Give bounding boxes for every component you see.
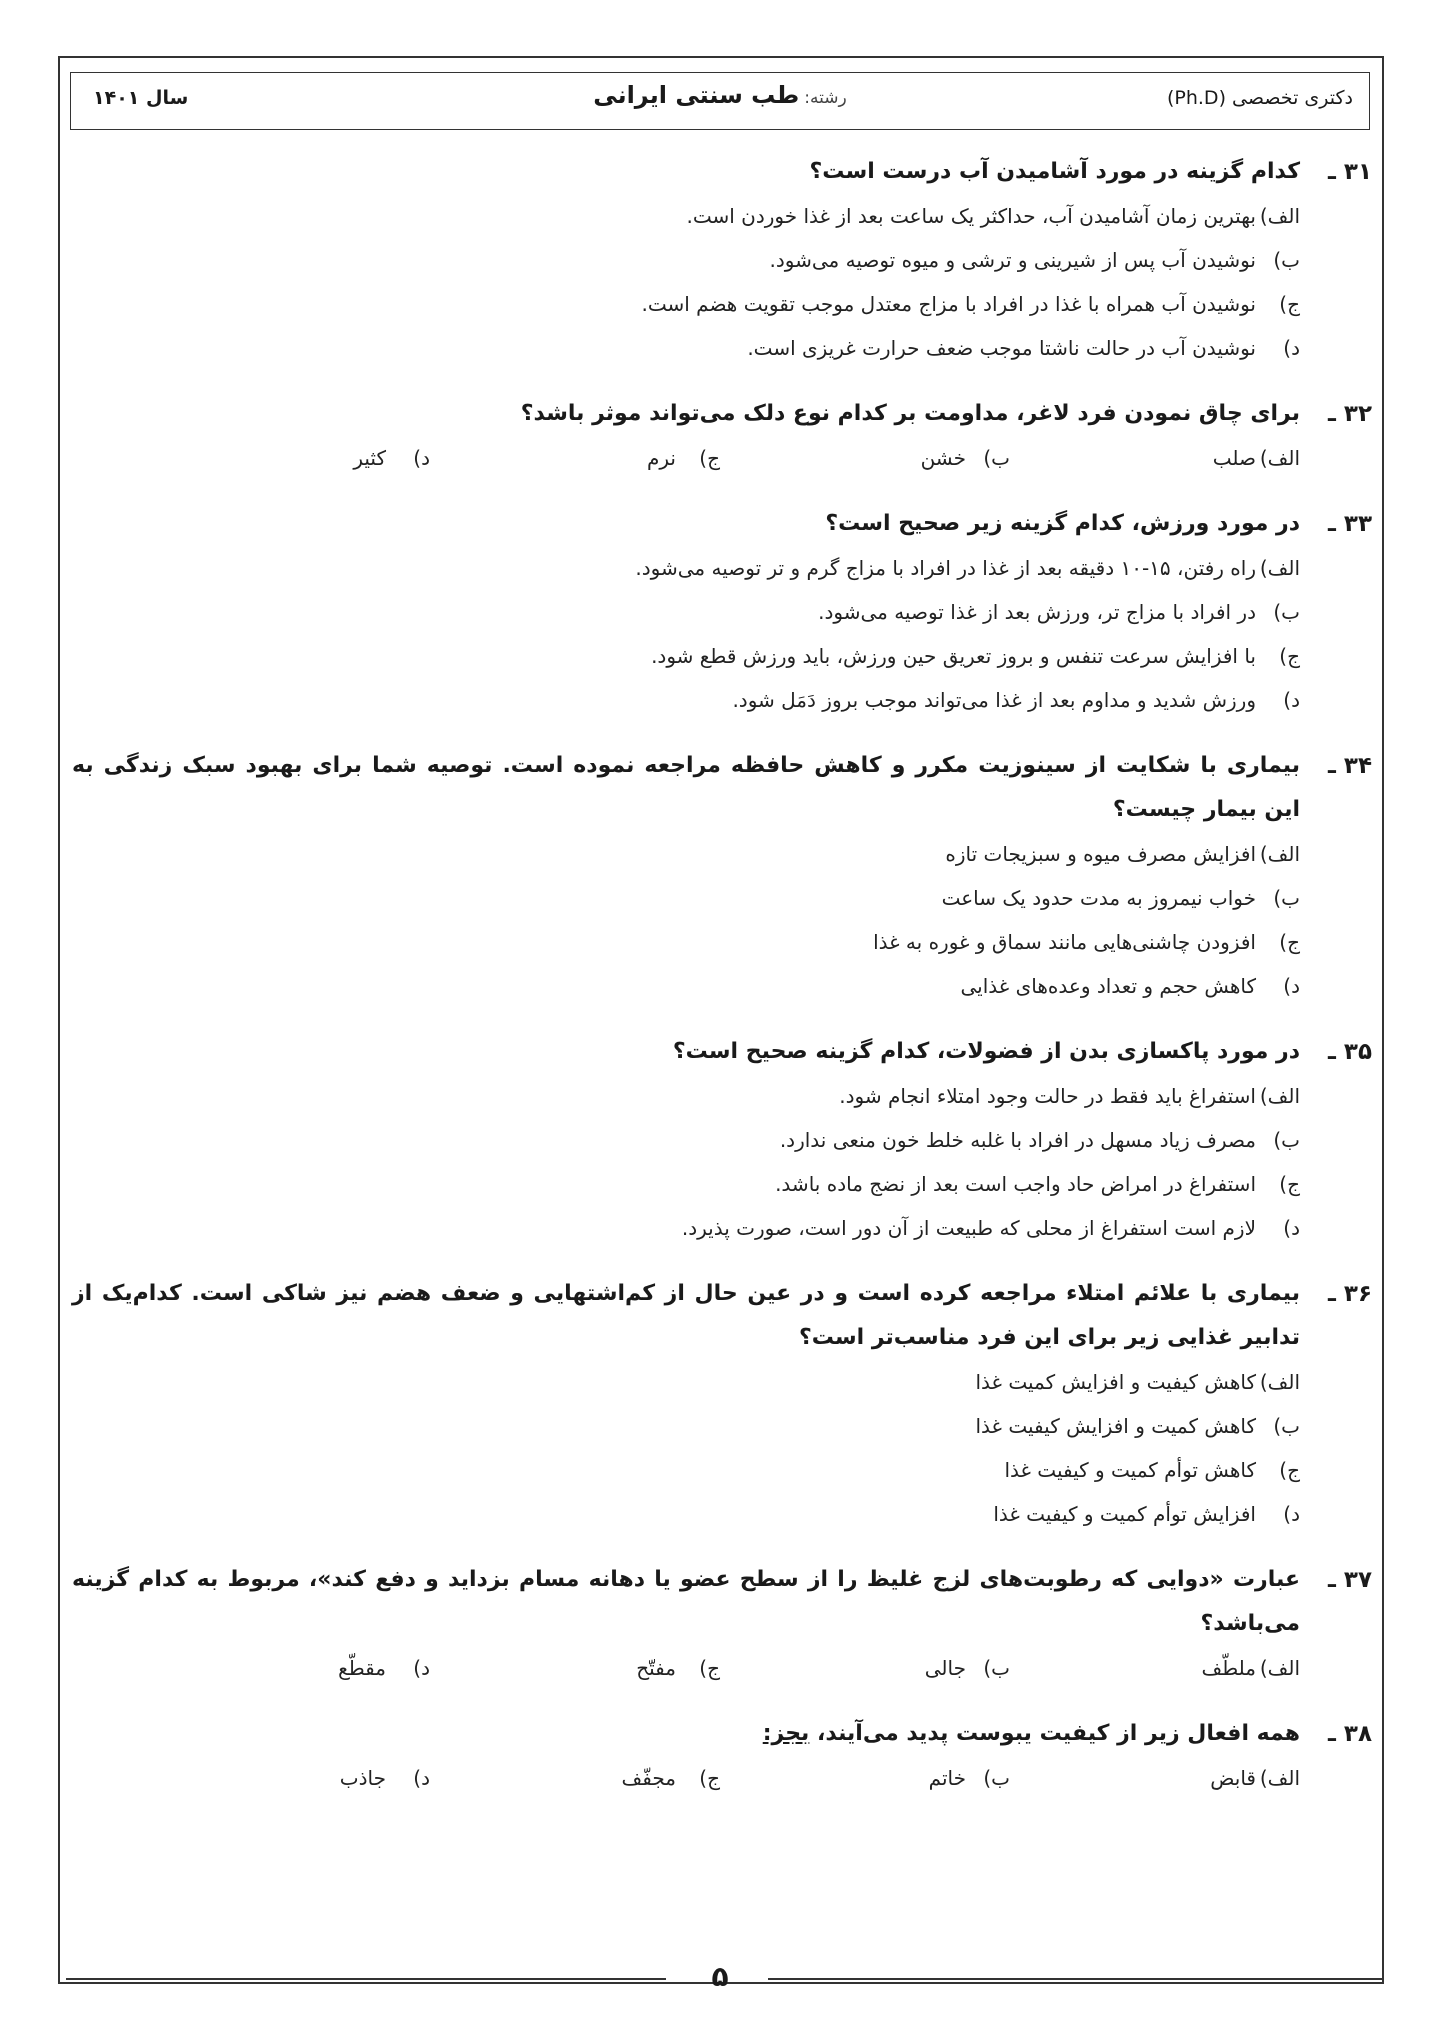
options-list xyxy=(72,832,1372,1008)
option-label: الف) xyxy=(1259,1656,1300,1680)
field-name: طب سنتی ایرانی xyxy=(593,81,800,109)
option-label: ب) xyxy=(1273,1128,1300,1152)
option-text: ورزش شدید و مداوم بعد از غذا می‌تواند موجب بروز دَمَل شود. xyxy=(732,688,1256,712)
option-label: د) xyxy=(413,1766,430,1790)
option-text: افزایش توأم کمیت و کیفیت غذا xyxy=(993,1502,1256,1526)
field-label: رشته: xyxy=(804,88,847,108)
question-number: ۳۸ ـ xyxy=(1328,1721,1372,1747)
option[interactable] xyxy=(72,1074,1300,1118)
option-text: نرم xyxy=(647,446,676,470)
option-text: مقطّع xyxy=(338,1656,386,1680)
option[interactable] xyxy=(72,546,1300,590)
option-label: د) xyxy=(1283,974,1300,998)
option-label: ب) xyxy=(1273,886,1300,910)
option-text: مصرف زیاد مسهل در افراد با غلبه خلط خون منعی ندارد. xyxy=(779,1128,1256,1152)
options-list xyxy=(72,1756,1372,1800)
option-text: لازم است استفراغ از محلی که طبیعت از آن دور است، صورت پذیرد. xyxy=(681,1216,1256,1240)
option-text: کاهش توأم کمیت و کیفیت غذا xyxy=(1004,1458,1256,1482)
option-text: نوشیدن آب همراه با غذا در افراد با مزاج معتدل موجب تقویت هضم است. xyxy=(641,292,1256,316)
option[interactable] xyxy=(720,436,1010,480)
field-title xyxy=(71,81,1369,109)
option[interactable] xyxy=(140,1756,430,1800)
option[interactable] xyxy=(720,1756,1010,1800)
question-number: ۳۱ ـ xyxy=(1328,159,1372,185)
option[interactable] xyxy=(72,634,1300,678)
option-text: استفراغ در امراض حاد واجب است بعد از نضج ماده باشد. xyxy=(775,1172,1256,1196)
question-text: بیماری با شکایت از سینوزیت مکرر و کاهش حافظه مراجعه نموده است. توصیه شما برای بهبود سبک زندگی به این بیمار چیست؟ xyxy=(72,753,1300,822)
option-label: ب) xyxy=(1273,248,1300,272)
option-text: استفراغ باید فقط در حالت وجود امتلاء انجام شود. xyxy=(839,1084,1256,1108)
question-text: همه افعال زیر از کیفیت یبوست پدید می‌آیند، xyxy=(817,1721,1300,1746)
footer-divider-left xyxy=(66,1978,666,1980)
option-label: د) xyxy=(1283,688,1300,712)
option-text: نوشیدن آب پس از شیرینی و ترشی و میوه توصیه می‌شود. xyxy=(769,248,1256,272)
option[interactable] xyxy=(72,678,1300,722)
footer-divider-right xyxy=(768,1978,1384,1980)
option-label: ج) xyxy=(1279,1458,1300,1482)
options-list xyxy=(72,546,1372,722)
option[interactable] xyxy=(72,920,1300,964)
option-text: مفتّح xyxy=(636,1656,676,1680)
question-stem xyxy=(72,150,1372,194)
question-text: عبارت «دوایی که رطوبت‌های لزج غلیظ را از سطح عضو یا دهانه مسام بزداید و دفع کند»، مربوط به کدام گزینه می‌باشد؟ xyxy=(72,1567,1300,1636)
option-text: قابض xyxy=(1210,1766,1256,1790)
option-label: الف) xyxy=(1259,1766,1300,1790)
option[interactable] xyxy=(720,1646,1010,1690)
question-text: برای چاق نمودن فرد لاغر، مداومت بر کدام نوع دلک می‌تواند موثر باشد؟ xyxy=(520,401,1300,426)
question-32 xyxy=(72,392,1372,480)
option[interactable] xyxy=(430,1646,720,1690)
option-text: در افراد با مزاج تر، ورزش بعد از غذا توصیه می‌شود. xyxy=(818,600,1256,624)
question-text: در مورد پاکسازی بدن از فضولات، کدام گزینه صحیح است؟ xyxy=(672,1039,1300,1064)
option[interactable] xyxy=(72,1492,1300,1536)
question-stem xyxy=(72,1558,1372,1646)
option-text: راه رفتن، ۱۵-۱۰ دقیقه بعد از غذا در افراد با مزاج گرم و تر توصیه می‌شود. xyxy=(635,556,1256,580)
option-text: افزودن چاشنی‌هایی مانند سماق و غوره به غذا xyxy=(873,930,1256,954)
exam-header xyxy=(70,72,1370,130)
option-text: نوشیدن آب در حالت ناشتا موجب ضعف حرارت غریزی است. xyxy=(747,336,1256,360)
option-label: د) xyxy=(1283,1502,1300,1526)
option-label: ج) xyxy=(1279,1172,1300,1196)
question-stem xyxy=(72,392,1372,436)
question-number: ۳۳ ـ xyxy=(1328,511,1372,537)
option-label: الف) xyxy=(1259,556,1300,580)
options-list xyxy=(72,1646,1372,1690)
option-text: ملطّف xyxy=(1201,1656,1256,1680)
question-number: ۳۷ ـ xyxy=(1328,1567,1372,1593)
option-text: جاذب xyxy=(339,1766,386,1790)
option-label: ج) xyxy=(1279,930,1300,954)
option[interactable] xyxy=(72,1448,1300,1492)
question-text: کدام گزینه در مورد آشامیدن آب درست است؟ xyxy=(809,159,1300,184)
question-33 xyxy=(72,502,1372,722)
option-label: ب) xyxy=(983,1656,1010,1680)
option[interactable] xyxy=(72,964,1300,1008)
option-label: د) xyxy=(1283,1216,1300,1240)
option[interactable] xyxy=(72,590,1300,634)
options-list xyxy=(72,1074,1372,1250)
option-text: کاهش کیفیت و افزایش کمیت غذا xyxy=(975,1370,1256,1394)
option[interactable] xyxy=(72,326,1300,370)
option-label: ب) xyxy=(1273,1414,1300,1438)
question-31 xyxy=(72,150,1372,370)
question-number: ۳۴ ـ xyxy=(1328,753,1372,779)
option[interactable] xyxy=(72,282,1300,326)
question-stem xyxy=(72,1712,1372,1756)
option-label: د) xyxy=(413,446,430,470)
question-text: در مورد ورزش، کدام گزینه زیر صحیح است؟ xyxy=(825,511,1300,536)
question-stem xyxy=(72,1272,1372,1360)
option[interactable] xyxy=(72,194,1300,238)
option[interactable] xyxy=(430,436,720,480)
option-text: افزایش مصرف میوه و سبزیجات تازه xyxy=(945,842,1256,866)
question-stem xyxy=(72,1030,1372,1074)
options-list xyxy=(72,194,1372,370)
question-text: بیماری با علائم امتلاء مراجعه کرده است و در عین حال از کم‌اشتهایی و ضعف هضم نیز شاکی است. کدام‌یک از تدابیر غذایی زیر برای این فرد مناسب‌تر است؟ xyxy=(72,1281,1300,1350)
option[interactable] xyxy=(1010,436,1300,480)
option-text: با افزایش سرعت تنفس و بروز تعریق حین ورزش، باید ورزش قطع شود. xyxy=(651,644,1256,668)
page-number: ۵ xyxy=(711,1960,729,1993)
option-text: کاهش حجم و تعداد وعده‌های غذایی xyxy=(960,974,1256,998)
option-label: ج) xyxy=(699,1656,720,1680)
option-label: الف) xyxy=(1259,446,1300,470)
question-37 xyxy=(72,1558,1372,1690)
option[interactable] xyxy=(72,1118,1300,1162)
option-label: ب) xyxy=(983,446,1010,470)
option-label: الف) xyxy=(1259,204,1300,228)
option-label: ب) xyxy=(983,1766,1010,1790)
option-label: ج) xyxy=(1279,292,1300,316)
option-label: د) xyxy=(1283,336,1300,360)
options-list xyxy=(72,436,1372,480)
question-number: ۳۶ ـ xyxy=(1328,1281,1372,1307)
option[interactable] xyxy=(72,238,1300,282)
exam-year: سال ۱۴۰۱ xyxy=(93,87,189,109)
question-38 xyxy=(72,1712,1372,1800)
option[interactable] xyxy=(72,876,1300,920)
option-text: کثیر xyxy=(353,446,386,470)
option-text: جالی xyxy=(924,1656,966,1680)
page-footer xyxy=(0,1958,1439,1998)
option[interactable] xyxy=(140,436,430,480)
option[interactable] xyxy=(140,1646,430,1690)
option-text: بهترین زمان آشامیدن آب، حداکثر یک ساعت بعد از غذا خوردن است. xyxy=(686,204,1256,228)
option-label: الف) xyxy=(1259,842,1300,866)
degree-label: دکتری تخصصی (Ph.D) xyxy=(1166,87,1353,109)
option-text: کاهش کمیت و افزایش کیفیت غذا xyxy=(975,1414,1256,1438)
option-label: ج) xyxy=(699,1766,720,1790)
option-text: صلب xyxy=(1212,446,1256,470)
question-stem xyxy=(72,502,1372,546)
option[interactable] xyxy=(1010,1756,1300,1800)
option-label: الف) xyxy=(1259,1370,1300,1394)
question-number: ۳۲ ـ xyxy=(1328,401,1372,427)
question-36 xyxy=(72,1272,1372,1536)
option[interactable] xyxy=(72,832,1300,876)
option-label: د) xyxy=(413,1656,430,1680)
option[interactable] xyxy=(72,1162,1300,1206)
question-35 xyxy=(72,1030,1372,1250)
option-text: خواب نیمروز به مدت حدود یک ساعت xyxy=(941,886,1256,910)
option-label: ج) xyxy=(699,446,720,470)
question-stem xyxy=(72,744,1372,832)
question-34 xyxy=(72,744,1372,1008)
option[interactable] xyxy=(430,1756,720,1800)
question-number: ۳۵ ـ xyxy=(1328,1039,1372,1065)
option-text: خاتم xyxy=(928,1766,966,1790)
option[interactable] xyxy=(72,1206,1300,1250)
option-label: ب) xyxy=(1273,600,1300,624)
option-text: خشن xyxy=(920,446,966,470)
questions-area xyxy=(72,150,1372,1822)
option-label: الف) xyxy=(1259,1084,1300,1108)
option[interactable] xyxy=(72,1404,1300,1448)
option-label: ج) xyxy=(1279,644,1300,668)
options-list xyxy=(72,1360,1372,1536)
option[interactable] xyxy=(72,1360,1300,1404)
exception-keyword: بجز: xyxy=(762,1721,810,1746)
option[interactable] xyxy=(1010,1646,1300,1690)
option-text: مجفّف xyxy=(621,1766,676,1790)
